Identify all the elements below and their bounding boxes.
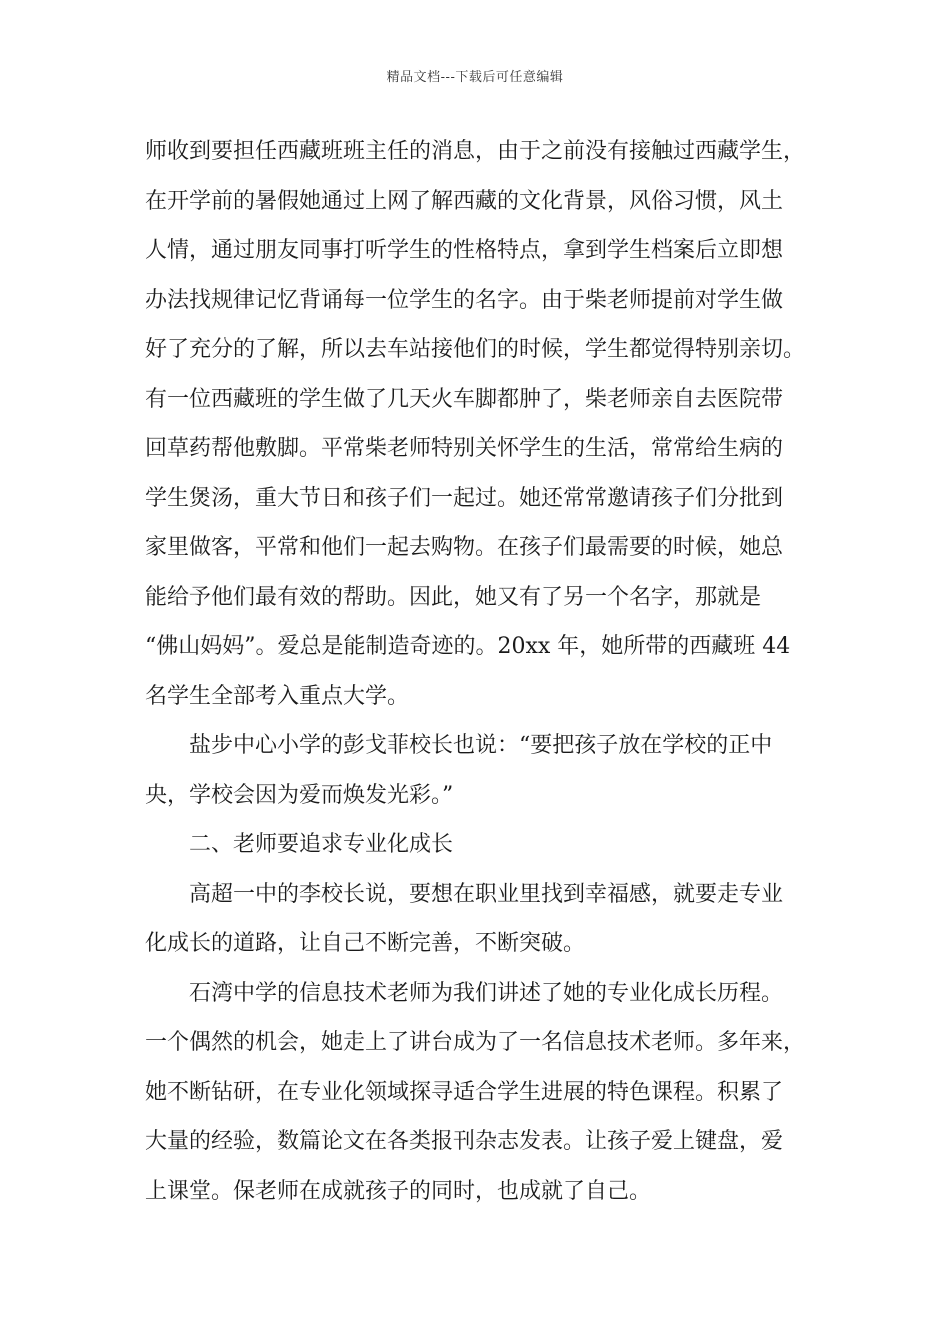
text-line: 大量的经验，数篇论文在各类报刊杂志发表。让孩子爱上键盘，爱	[145, 1129, 784, 1154]
text-line: 高超一中的李校长说，要想在职业里找到幸福感，就要走专业	[189, 881, 784, 907]
text-line: 名学生全部考入重点大学。	[145, 683, 410, 709]
text-line: 有一位西藏班的学生做了几天火车脚都肿了，柴老师亲自去医院带	[145, 386, 784, 412]
text-line: 央，学校会因为爱而焕发光彩。”	[145, 782, 454, 808]
text-line: 一个偶然的机会，她走上了讲台成为了一名信息技术老师。多年来，	[145, 1030, 806, 1055]
text-line: 回草药帮他敷脚。平常柴老师特别关怀学生的生活，常常给生病的	[145, 436, 784, 461]
text-line: 人情，通过朋友同事打听学生的性格特点，拿到学生档案后立即想	[145, 238, 784, 263]
document-body	[145, 127, 815, 1216]
text-line: “佛山妈妈”。爱总是能制造奇迹的。20xx 年，她所带的西藏班 44	[145, 634, 791, 659]
text-line: 石湾中学的信息技术老师为我们讲述了她的专业化成长历程。	[189, 980, 784, 1006]
text-line: 办法找规律记忆背诵每一位学生的名字。由于柴老师提前对学生做	[145, 287, 784, 313]
text-line: 化成长的道路，让自己不断完善，不断突破。	[145, 931, 586, 956]
text-line: 在开学前的暑假她通过上网了解西藏的文化背景，风俗习惯，风土	[145, 188, 784, 214]
page-header: 精品文档---下载后可任意编辑	[386, 70, 564, 85]
text-line: 二、老师要追求专业化成长	[189, 832, 454, 857]
text-line: 上课堂。保老师在成就孩子的同时，也成就了自己。	[145, 1178, 652, 1204]
text-line: 家里做客，平常和他们一起去购物。在孩子们最需要的时候，她总	[145, 535, 784, 560]
text-line: 师收到要担任西藏班班主任的消息，由于之前没有接触过西藏学生，	[145, 139, 806, 164]
text-line: 好了充分的了解，所以去车站接他们的时候，学生都觉得特别亲切。	[145, 337, 806, 362]
text-line: 能给予他们最有效的帮助。因此，她又有了另一个名字，那就是	[145, 584, 762, 610]
text-line: 学生煲汤，重大节日和孩子们一起过。她还常常邀请孩子们分批到	[145, 485, 784, 511]
text-line: 她不断钻研，在专业化领域探寻适合学生进展的特色课程。积累了	[145, 1079, 784, 1105]
text-line: 盐步中心小学的彭戈菲校长也说：“要把孩子放在学校的正中	[189, 733, 773, 758]
